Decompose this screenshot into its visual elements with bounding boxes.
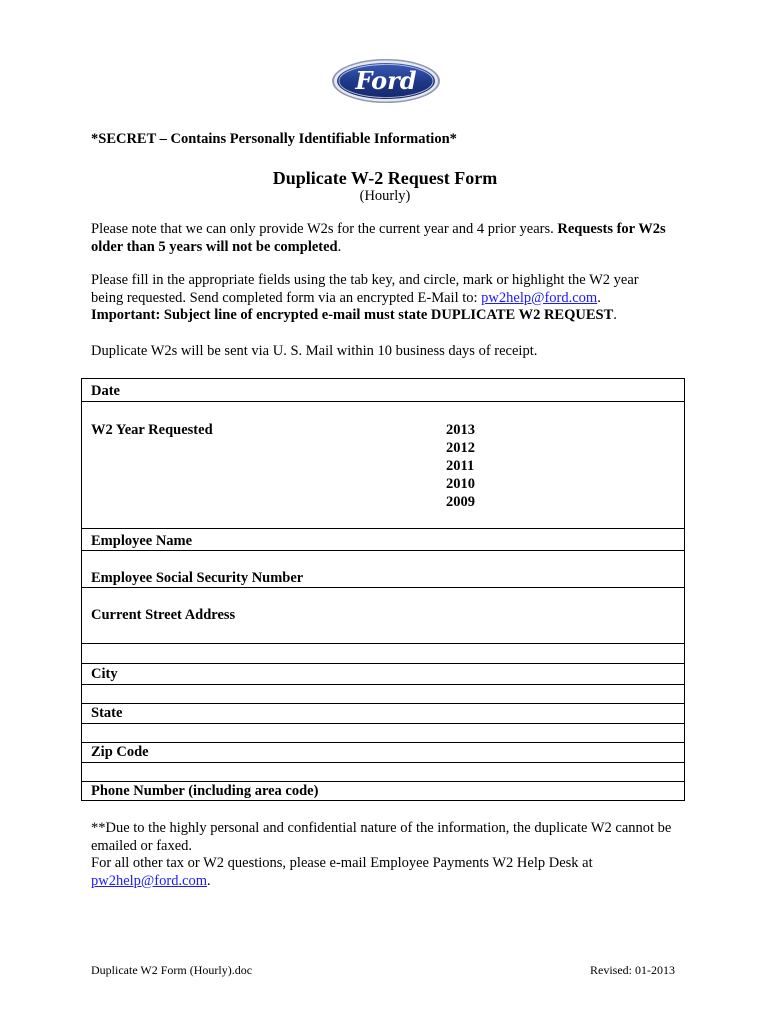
employee-name-label: Employee Name [91,533,193,549]
help-desk-period: . [207,872,211,889]
ford-logo [331,58,441,104]
form-divider [82,684,684,685]
confidentiality-note [91,820,691,890]
instructions-paragraph [91,272,691,325]
zip-code-label: Zip Code [91,744,149,760]
help-desk-email-link[interactable]: pw2help@ford.com [91,872,208,889]
instructions-line1: Please fill in the appropriate fields using the tab key, and circle, mark or highlight the W2 year [91,272,639,288]
footer-filename: Duplicate W2 Form (Hourly).doc [91,963,253,977]
w2-limit-paragraph [91,221,691,256]
form-divider [82,401,684,402]
year-option-2009[interactable]: 2009 [446,494,475,510]
important-notice-period: . [613,307,617,323]
form-divider [82,762,684,763]
request-form-table [81,378,685,801]
year-option-2010[interactable]: 2010 [446,476,475,492]
secret-notice: *SECRET – Contains Personally Identifiable Information* [91,131,457,147]
instructions-line2: being requested. Send completed form via an encrypted E-Mail to: [91,289,482,306]
form-divider [82,703,684,704]
help-desk-text: For all other tax or W2 questions, please e-mail Employee Payments W2 Help Desk at [91,855,593,871]
form-divider [82,587,684,588]
form-divider [82,663,684,664]
form-divider [82,528,684,529]
confidentiality-text: **Due to the highly personal and confidential nature of the information, the duplicate W2 cannot be emailed or faxed. [91,820,672,854]
email-link[interactable]: pw2help@ford.com [481,289,598,306]
w2-year-options [446,421,475,511]
w2-limit-bold-text: Requests for W2s older than 5 years will not be completed [91,221,666,255]
year-option-2013[interactable]: 2013 [446,422,475,438]
w2-limit-text: Please note that we can only provide W2s for the current year and 4 prior years. [91,221,558,237]
street-address-label: Current Street Address [91,607,236,623]
state-label: State [91,705,123,721]
w2-limit-period: . [337,238,342,255]
ssn-label: Employee Social Security Number [91,570,304,586]
important-notice: Important: Subject line of encrypted e-mail must state DUPLICATE W2 REQUEST [91,307,614,323]
form-divider [82,643,684,644]
city-label: City [91,666,118,682]
year-option-2011[interactable]: 2011 [446,458,475,474]
footer-revised: Revised: 01-2013 [590,963,675,977]
date-label: Date [91,383,120,399]
mail-delivery-paragraph: Duplicate W2s will be sent via U. S. Mail within 10 business days of receipt. [91,343,538,359]
ford-logo-text: Ford [355,66,417,95]
form-divider [82,781,684,782]
form-divider [82,550,684,551]
phone-number-label: Phone Number (including area code) [91,783,319,799]
page-subtitle: (Hourly) [359,188,411,204]
form-divider [82,723,684,724]
w2-year-label: W2 Year Requested [91,422,213,438]
instructions-line2-period: . [597,289,601,306]
form-divider [82,742,684,743]
year-option-2012[interactable]: 2012 [446,440,475,456]
page-title: Duplicate W-2 Request Form [272,168,498,188]
